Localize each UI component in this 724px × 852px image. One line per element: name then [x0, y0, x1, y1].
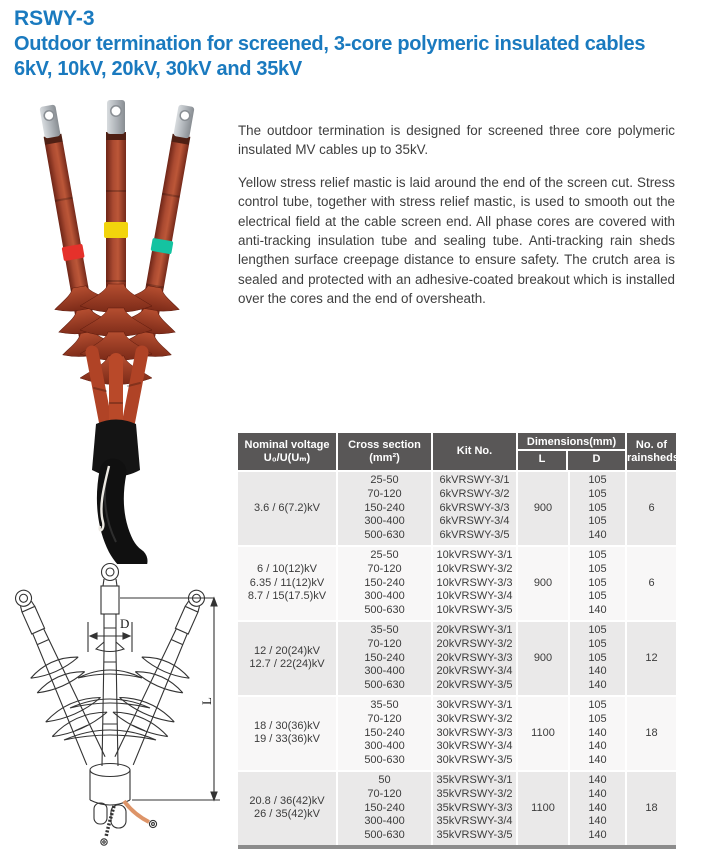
kit-no-value: 20kVRSWY-3/1: [436, 623, 513, 636]
page-subtitle: 6kV, 10kV, 20kV, 30kV and 35kV: [14, 58, 302, 80]
dimension-d-value: 140: [588, 773, 607, 786]
col-header-l: L: [518, 451, 568, 470]
description-paragraph-2: Yellow stress relief mastic is laid around the end of the screen cut. Stress control tube, together with stress relief mastic, is used to smooth out the electrical field at the cable screen end. All phase cores are covered with anti-tracking insulation tube and sealing tube. Anti-tracking rain sheds lengthen surface creepage distance to ensure safety. The crutch area is sealed and protected with an adhesive-coated breakout which is installed over the cores and the end of oversheath.: [238, 174, 675, 307]
voltage-value: 6 / 10(12)kV: [257, 562, 317, 575]
dimension-d-value: 105: [588, 474, 607, 486]
cable-lug: [173, 104, 194, 138]
dimension-d-value: 105: [588, 548, 607, 561]
voltage-value: 6.35 / 11(12)kV: [249, 576, 325, 589]
kit-no-value: 35kVRSWY-3/4: [436, 815, 513, 828]
nominal-voltage-cell: [238, 697, 338, 770]
cross-section-value: 300-400: [364, 665, 405, 678]
dimension-d-value: 140: [588, 815, 607, 828]
header-line: rainsheds: [627, 451, 679, 464]
cross-section-value: 500-630: [364, 679, 405, 692]
dimension-d-value: 140: [588, 665, 607, 678]
termination-photo-svg: [6, 98, 230, 564]
dimension-d-value: 105: [588, 698, 607, 711]
col-header-dimensions: [518, 433, 627, 470]
kit-no-value: 10kVRSWY-3/2: [436, 562, 513, 575]
dimension-d-cell: [570, 622, 627, 695]
cross-section-value: 25-50: [370, 474, 399, 486]
kit-no-cell: [433, 547, 518, 620]
kit-no-value: 35kVRSWY-3/5: [436, 829, 513, 842]
cross-section-value: 70-120: [367, 787, 402, 800]
kit-no-value: 10kVRSWY-3/5: [436, 604, 513, 617]
copper-wire: [124, 801, 149, 822]
kit-no-value: 35kVRSWY-3/3: [436, 801, 513, 814]
header-line: (mm²): [369, 451, 400, 464]
dimension-d-value: 105: [588, 637, 607, 650]
cross-section-cell: [338, 547, 433, 620]
col-header-cross-section: [338, 433, 433, 470]
product-photo: [6, 98, 230, 564]
dimension-d-cell: [570, 697, 627, 770]
kit-no-value: 10kVRSWY-3/1: [436, 548, 513, 561]
header-line: No. of: [635, 439, 668, 451]
col-header-rainsheds: [627, 433, 679, 470]
cross-section-value: 70-120: [367, 562, 402, 575]
voltage-value: 18 / 30(36)kV: [253, 719, 321, 732]
kit-no-value: 20kVRSWY-3/4: [436, 665, 513, 678]
kit-no-value: 30kVRSWY-3/4: [436, 740, 513, 753]
dim-l-label: L: [199, 697, 214, 705]
cross-section-cell: [338, 772, 433, 845]
dimension-d-cell: [570, 547, 627, 620]
cross-section-value: 70-120: [367, 712, 402, 725]
voltage-value: 12.7 / 22(24)kV: [249, 658, 325, 671]
dimension-d-value: 105: [588, 487, 607, 500]
dimension-d-value: 105: [588, 590, 607, 603]
table-row-group: [238, 695, 676, 770]
rainsheds-cell: 12: [645, 651, 658, 664]
kit-no-cell: [433, 697, 518, 770]
dimension-d-value: 105: [588, 576, 607, 589]
cross-section-value: 500-630: [364, 829, 405, 842]
kit-no-value: 6kVRSWY-3/3: [439, 501, 510, 514]
dimension-l-cell: 1100: [518, 772, 570, 845]
dimension-d-value: 105: [588, 515, 607, 528]
dimension-d-value: 140: [588, 604, 607, 617]
cross-section-value: 300-400: [364, 515, 405, 528]
kit-no-value: 6kVRSWY-3/1: [439, 474, 510, 486]
description: [238, 121, 675, 322]
col-header-d: D: [592, 453, 601, 465]
dimension-d-cell: [570, 772, 627, 845]
voltage-value: 8.7 / 15(17.5)kV: [247, 590, 327, 603]
page-title: Outdoor termination for screened, 3-core polymeric insulated cables: [14, 33, 646, 55]
voltage-value: 26 / 35(42)kV: [253, 808, 321, 821]
kit-no-value: 20kVRSWY-3/3: [436, 651, 513, 664]
spec-table-header: [238, 433, 679, 470]
description-paragraph-1: The outdoor termination is designed for screened three core polymeric insulated MV cables up to 35kV.: [238, 123, 675, 158]
cross-section-value: 300-400: [364, 740, 405, 753]
nominal-voltage-cell: [238, 622, 338, 695]
dim-d-label: D: [120, 616, 130, 631]
spec-table: [238, 433, 679, 849]
kit-no-cell: [433, 622, 518, 695]
kit-no-value: 6kVRSWY-3/4: [439, 515, 510, 528]
breakout-and-cable: [92, 420, 140, 562]
nominal-voltage-cell: [238, 772, 338, 845]
voltage-value: 3.6 / 6(7.2)kV: [253, 501, 321, 514]
dimension-d-value: 105: [588, 501, 607, 514]
cross-section-value: 300-400: [364, 815, 405, 828]
drawing-left-core: [8, 579, 123, 773]
kit-no-value: 30kVRSWY-3/1: [436, 698, 513, 711]
table-row-group: [238, 770, 676, 845]
dimension-d-value: 105: [588, 623, 607, 636]
table-row-group: [238, 470, 676, 545]
header-line: Kit No.: [456, 445, 493, 458]
drawing-base: [90, 764, 157, 846]
table-row-group: [238, 545, 676, 620]
cross-section-cell: [338, 472, 433, 545]
kit-no-value: 10kVRSWY-3/4: [436, 590, 513, 603]
dimension-l-cell: 900: [518, 547, 570, 620]
dimension-d-value: 140: [588, 740, 607, 753]
dimension-d-value: 140: [588, 829, 607, 842]
cross-section-value: 25-50: [370, 548, 399, 561]
header-line: Cross section: [348, 439, 421, 451]
kit-no-cell: [433, 472, 518, 545]
dimension-d-value: 140: [588, 679, 607, 692]
kit-no-value: 30kVRSWY-3/5: [436, 754, 513, 767]
kit-no-value: 6kVRSWY-3/2: [439, 487, 510, 500]
dimension-d-value: 140: [588, 726, 607, 739]
dimension-drawing-svg: [8, 558, 230, 850]
table-bottom-border: [238, 845, 676, 849]
col-header-nominal-voltage: [238, 433, 338, 470]
nominal-voltage-cell: [238, 547, 338, 620]
voltage-value: 19 / 33(36)kV: [253, 733, 321, 746]
spec-table-body: [238, 470, 676, 845]
dimension-d-value: 105: [588, 712, 607, 725]
cross-section-value: 150-240: [364, 726, 405, 739]
cross-section-value: 150-240: [364, 801, 405, 814]
dimension-l-cell: 900: [518, 622, 570, 695]
page-header: [14, 6, 716, 82]
voltage-value: 12 / 20(24)kV: [253, 644, 321, 657]
kit-no-value: 6kVRSWY-3/5: [439, 529, 510, 542]
dimension-d-cell: [570, 472, 627, 545]
rainsheds-cell: 6: [648, 501, 655, 514]
cable-lug: [39, 104, 60, 138]
dimension-d-value: 140: [588, 529, 607, 542]
dimension-d-value: 140: [588, 787, 607, 800]
dimension-d-value: 105: [588, 651, 607, 664]
kit-no-value: 20kVRSWY-3/5: [436, 679, 513, 692]
cross-section-cell: [338, 697, 433, 770]
voltage-value: 20.8 / 36(42)kV: [249, 794, 325, 807]
header-line: Nominal voltage: [244, 439, 330, 451]
cross-section-cell: [338, 622, 433, 695]
cross-section-value: 70-120: [367, 487, 402, 500]
kit-no-value: 20kVRSWY-3/2: [436, 637, 513, 650]
dimension-d: [88, 616, 132, 652]
cross-section-value: 35-50: [370, 698, 399, 711]
header-dimensions-label: Dimensions(mm): [518, 433, 625, 451]
product-code: RSWY-3: [14, 7, 95, 30]
table-row-group: [238, 620, 676, 695]
cross-section-value: 150-240: [364, 576, 405, 589]
cross-section-value: 500-630: [364, 604, 405, 617]
rainsheds-cell: 18: [645, 801, 658, 814]
dimension-drawing: [8, 558, 230, 850]
cross-section-value: 50: [378, 773, 391, 786]
nominal-voltage-cell: [238, 472, 338, 545]
rainsheds-cell: 18: [645, 726, 658, 739]
kit-no-value: 35kVRSWY-3/1: [436, 773, 513, 786]
cross-section-value: 500-630: [364, 529, 405, 542]
drawing-center-core: [64, 564, 156, 767]
rainsheds-cell: 6: [648, 576, 655, 589]
cross-section-value: 500-630: [364, 754, 405, 767]
cross-section-value: 70-120: [367, 637, 402, 650]
header-line: U₀/U(Uₘ): [263, 451, 311, 464]
kit-no-value: 30kVRSWY-3/3: [436, 726, 513, 739]
kit-no-value: 30kVRSWY-3/2: [436, 712, 513, 725]
cross-section-value: 150-240: [364, 501, 405, 514]
dimension-l-cell: 1100: [518, 697, 570, 770]
col-header-kit-no: [433, 433, 518, 470]
kit-no-cell: [433, 772, 518, 845]
cross-section-value: 150-240: [364, 651, 405, 664]
dimension-d-value: 140: [588, 801, 607, 814]
dimension-d-value: 140: [588, 754, 607, 767]
cross-section-value: 35-50: [370, 623, 399, 636]
kit-no-value: 35kVRSWY-3/2: [436, 787, 513, 800]
cross-section-value: 300-400: [364, 590, 405, 603]
kit-no-value: 10kVRSWY-3/3: [436, 576, 513, 589]
phase-band-yellow: [104, 222, 128, 238]
dimension-l-cell: 900: [518, 472, 570, 545]
dimension-d-value: 105: [588, 562, 607, 575]
